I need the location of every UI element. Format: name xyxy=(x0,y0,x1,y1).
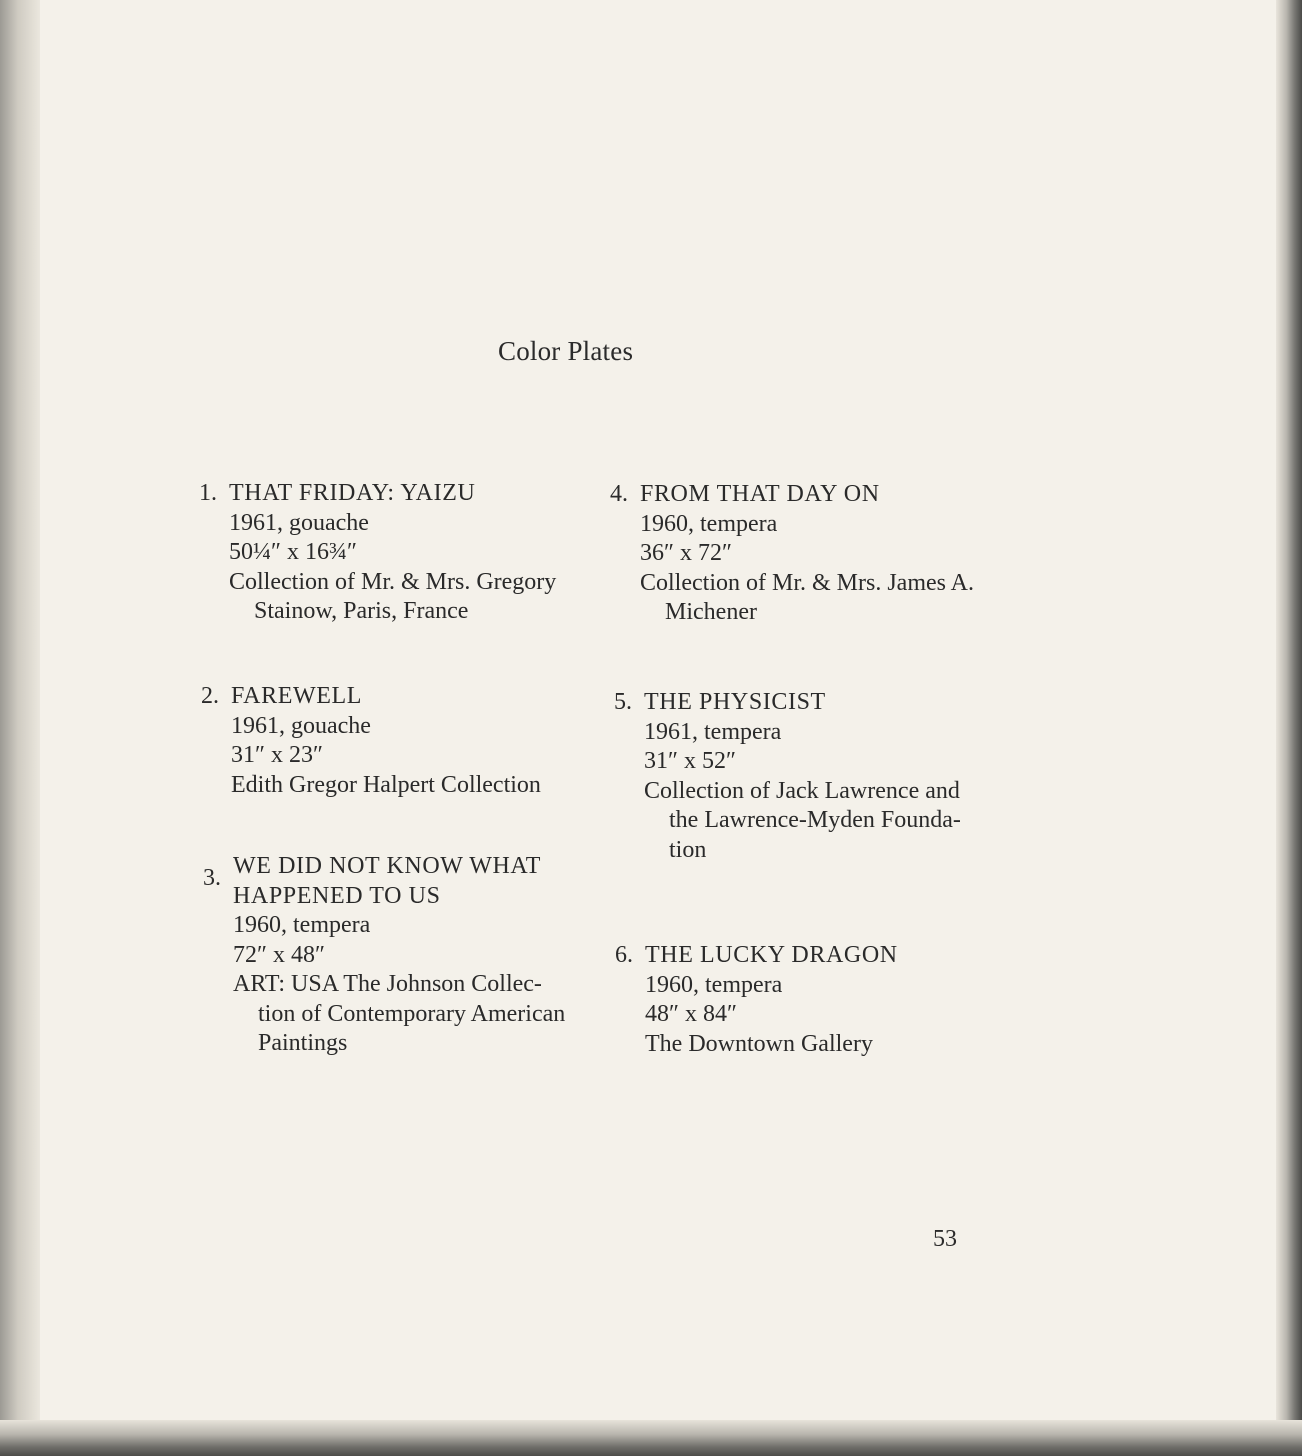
plate-collection: ART: USA The Johnson Collec- xyxy=(233,971,542,997)
plate-collection: Collection of Jack Lawrence and xyxy=(644,777,960,804)
plate-collection: tion xyxy=(669,836,707,863)
plate-collection: Stainow, Paris, France xyxy=(254,598,469,624)
page-title: Color Plates xyxy=(498,336,634,366)
plate-year-medium: 1960, tempera xyxy=(233,912,371,938)
plate-title: THE PHYSICIST xyxy=(644,689,826,715)
plate-title: THE LUCKY DRAGON xyxy=(645,942,898,968)
plate-collection: The Downtown Gallery xyxy=(645,1030,873,1057)
plate-year-medium: 1961, tempera xyxy=(644,718,782,745)
plate-title: THAT FRIDAY: YAIZU xyxy=(229,480,476,506)
plate-dimensions: 36″ x 72″ xyxy=(640,540,732,566)
plate-number: 4. xyxy=(610,481,628,507)
plate-year-medium: 1960, tempera xyxy=(640,510,778,537)
plate-entry-4 xyxy=(610,480,974,628)
plate-collection: Edith Gregor Halpert Collection xyxy=(231,771,541,798)
plate-title: HAPPENED TO US xyxy=(233,882,441,909)
plate-collection: Collection of Mr. & Mrs. Gregory xyxy=(229,568,557,595)
plate-number: 1. xyxy=(199,480,217,506)
plate-collection: Collection of Mr. & Mrs. James A. xyxy=(640,569,974,596)
plate-title: FROM THAT DAY ON xyxy=(640,481,880,507)
plate-dimensions: 50¼″ x 16¾″ xyxy=(229,539,357,565)
plate-number: 3. xyxy=(203,865,221,891)
plate-entry-5 xyxy=(614,688,961,865)
plate-title: FAREWELL xyxy=(231,683,362,709)
plate-year-medium: 1961, gouache xyxy=(229,509,369,536)
plate-entry-1 xyxy=(199,479,557,627)
plate-year-medium: 1961, gouache xyxy=(231,712,371,739)
plate-dimensions: 31″ x 52″ xyxy=(644,748,736,774)
page-bottom-edge xyxy=(0,1420,1302,1456)
plate-dimensions: 31″ x 23″ xyxy=(231,742,323,768)
plate-collection: tion of Contemporary American xyxy=(258,1000,566,1027)
plate-number: 5. xyxy=(614,689,632,715)
plate-entry-6 xyxy=(615,941,898,1059)
book-gutter-shadow xyxy=(0,0,40,1456)
plate-dimensions: 72″ x 48″ xyxy=(233,941,325,968)
plate-entry-3 xyxy=(203,852,566,1059)
plate-number: 2. xyxy=(201,683,219,709)
plate-title: WE DID NOT KNOW WHAT xyxy=(233,853,541,879)
plate-collection: Paintings xyxy=(258,1030,348,1056)
plate-collection: Michener xyxy=(665,599,757,625)
page-number: 53 xyxy=(933,1226,957,1252)
plate-dimensions: 48″ x 84″ xyxy=(645,1001,737,1027)
plate-number: 6. xyxy=(615,942,633,968)
plate-entry-2 xyxy=(201,682,541,800)
plate-year-medium: 1960, tempera xyxy=(645,971,783,998)
plate-collection: the Lawrence-Myden Founda- xyxy=(669,807,961,833)
page-right-edge xyxy=(1276,0,1302,1456)
